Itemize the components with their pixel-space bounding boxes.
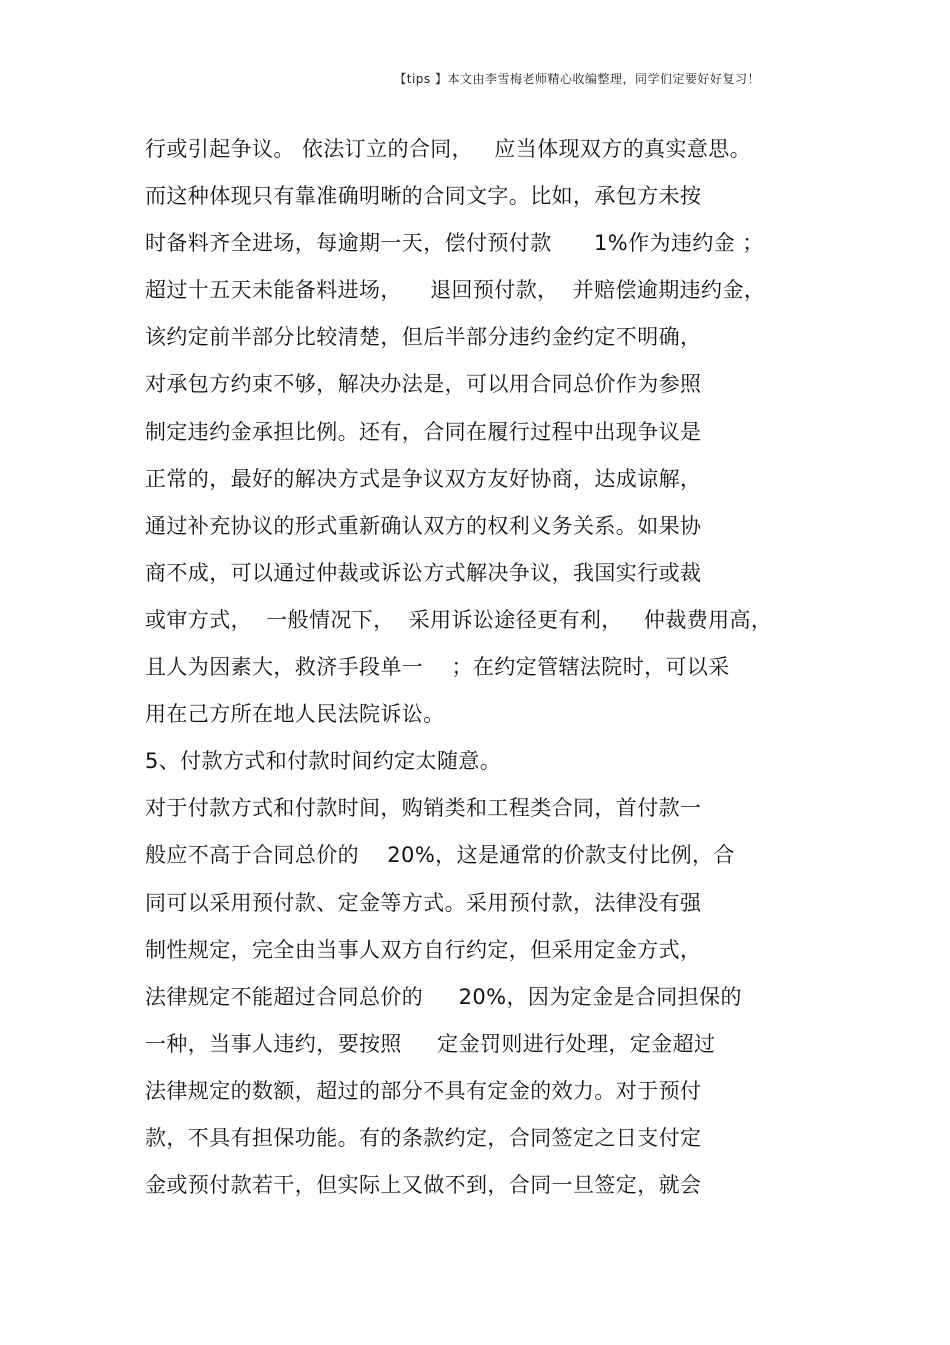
paragraph-line: 对承包方约束不够，解决办法是，可以用合同总价作为参照 bbox=[145, 372, 702, 397]
paragraph-line: 法律规定的数额，超过的部分不具有定金的效力。对于预付 bbox=[145, 1078, 702, 1103]
paragraph-line: 且人为因素大，救济手段单一 ；在约定管辖法院时，可以采 bbox=[145, 655, 730, 680]
paragraph-line: 制性规定，完全由当事人双方自行约定，但采用定金方式， bbox=[145, 937, 702, 962]
paragraph-line: 超过十五天未能备料进场， 退回预付款， 并赔偿逾期违约金， bbox=[145, 278, 766, 303]
header-note: 【tips 】本文由李雪梅老师精心收编整理，同学们定要好好复习！ bbox=[394, 72, 760, 86]
paragraph-line: 法律规定不能超过合同总价的 20%，因为定金是合同担保的 bbox=[145, 984, 742, 1009]
paragraph-line: 通过补充协议的形式重新确认双方的权利义务关系。如果协 bbox=[145, 513, 702, 538]
paragraph-line: 款，不具有担保功能。有的条款约定，合同签定之日支付定 bbox=[145, 1125, 702, 1150]
paragraph-line: 般应不高于合同总价的 20%，这是通常的价款支付比例，合 bbox=[145, 843, 735, 868]
paragraph-line: 时备料齐全进场，每逾期一天，偿付预付款 1%作为违约金 ； bbox=[145, 231, 764, 256]
paragraph-line: 正常的，最好的解决方式是争议双方友好协商，达成谅解， bbox=[145, 466, 702, 491]
paragraph-line: 对于付款方式和付款时间，购销类和工程类合同，首付款一 bbox=[145, 796, 702, 821]
paragraph-line: 该约定前半部分比较清楚，但后半部分违约金约定不明确， bbox=[145, 325, 702, 350]
paragraph-line: 同可以采用预付款、定金等方式。采用预付款，法律没有强 bbox=[145, 890, 702, 915]
paragraph-line: 制定违约金承担比例。还有，合同在履行过程中出现争议是 bbox=[145, 419, 702, 444]
paragraph-line: 或审方式， 一般情况下， 采用诉讼途径更有利， 仲裁费用高， bbox=[145, 607, 773, 632]
paragraph-line: 用在己方所在地人民法院诉讼。 bbox=[145, 702, 445, 727]
section-heading: 5、付款方式和付款时间约定太随意。 bbox=[145, 749, 502, 774]
paragraph-line: 一种，当事人违约，要按照 定金罚则进行处理，定金超过 bbox=[145, 1031, 716, 1056]
paragraph-line: 而这种体现只有靠准确明晰的合同文字。比如，承包方未按 bbox=[145, 184, 702, 209]
paragraph-line: 行或引起争议。 依法订立的合同， 应当体现双方的真实意思。 bbox=[145, 137, 752, 161]
document-body bbox=[145, 126, 805, 1209]
paragraph-line: 商不成，可以通过仲裁或诉讼方式解决争议，我国实行或裁 bbox=[145, 560, 702, 585]
paragraph-line: 金或预付款若干，但实际上又做不到，合同一旦签定，就会 bbox=[145, 1173, 702, 1198]
